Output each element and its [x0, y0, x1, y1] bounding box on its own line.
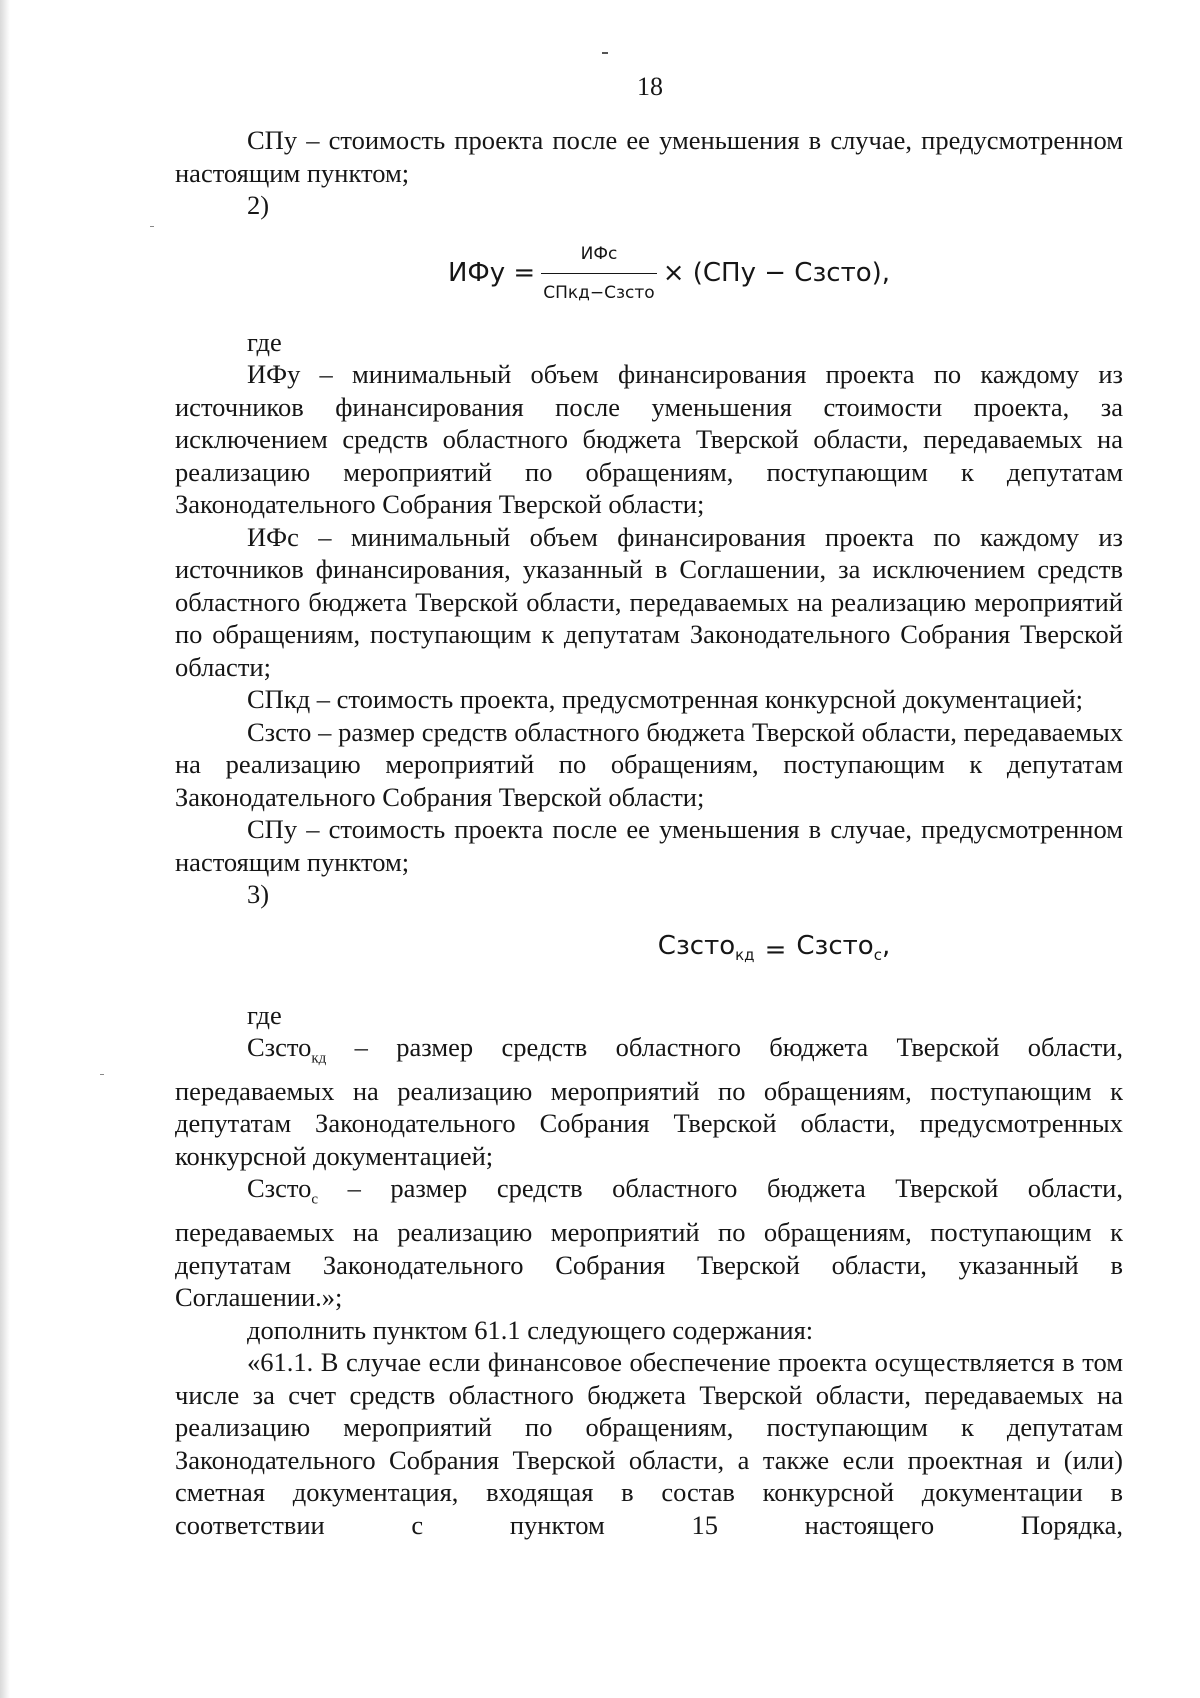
where-label: где	[247, 999, 282, 1030]
formula-szsto	[425, 911, 1123, 991]
formula-lhs: ИФу =	[447, 258, 536, 289]
definition-szsto-s: Сзсто$_с$ – размер средств областного бюджета Тверской области, передаваемых на реализацию мероприятий по обращениям, поступающим к депутатам Законодательного Собрания Тверской области, указанный в Соглашении.»;	[175, 1173, 1123, 1313]
fraction-denominator: СПкд−Сзсто	[541, 273, 656, 310]
paragraph: дополнить пунктом 61.1 следующего содержания:	[247, 1314, 814, 1345]
document-body	[175, 124, 1123, 1541]
definition-szsto: Сзсто – размер средств областного бюджета Тверской области, передаваемых на реализацию мероприятий по обращениям, поступающим к депутатам Законодательного Собрания Тверской области;	[175, 716, 1123, 812]
paragraph-61-1: «61.1. В случае если финансовое обеспечение проекта осуществляется в том числе за счет средств областного бюджета Тверской области, передаваемых на реализацию мероприятий по обращениям, поступающим к депутатам Законодательного Собрания Тверской области, а также если проектная и (или) сметная документация, входящая в состав конкурсной документации в соответствии с пунктом 15 настоящего Порядка,	[175, 1347, 1123, 1540]
formula-fraction	[541, 238, 656, 310]
scan-speck	[100, 1074, 104, 1075]
page-number: 18	[637, 72, 663, 101]
paragraph: СПу – стоимость проекта после ее уменьшения в случае, предусмотренном настоящим пунктом;	[175, 125, 1123, 188]
formula-ifu	[215, 230, 1123, 318]
formula-lhs: Сзсто$_{кд}$	[657, 930, 755, 964]
list-number: 2)	[247, 190, 270, 220]
definition-ifs: ИФс – минимальный объем финансирования проекта по каждому из источников финансирования, указанный в Соглашении, за исключением средств областного бюджета Тверской области, передаваемых на реализацию мероприятий по обращениям, поступающим к депутатам Законодательного Собрания Тверской области;	[175, 521, 1123, 682]
definition-spkd: СПкд – стоимость проекта, предусмотренная конкурсной документацией;	[247, 684, 1084, 714]
list-number: 3)	[247, 879, 270, 909]
fraction-numerator: ИФс	[580, 243, 618, 264]
formula-rhs: × (СПу − Сзсто),	[662, 258, 891, 289]
definition-ifu: ИФу – минимальный объем финансирования проекта по каждому из источников финансирования после уменьшения стоимости проекта, за исключением средств областного бюджета Тверской области, передаваемых на реализацию мероприятий по обращениям, поступающим к депутатам Законодательного Собрания Тверской области;	[175, 359, 1123, 519]
definition-szsto-kd: Сзсто$_{кд}$ – размер средств областного бюджета Тверской области, передаваемых на реализацию мероприятий по обращениям, поступающим к депутатам Законодательного Собрания Тверской области, предусмотренных конкурсной документацией;	[175, 1032, 1123, 1171]
scan-speck	[150, 226, 154, 227]
formula-rhs: Сзсто$_с$,	[796, 930, 891, 964]
definition-spu: СПу – стоимость проекта после ее уменьшения в случае, предусмотренном настоящим пунктом;	[175, 814, 1123, 877]
where-label: где	[247, 326, 282, 357]
formula-equals: =	[764, 935, 787, 966]
scan-edge-shadow	[0, 0, 10, 1698]
scan-speck	[602, 52, 608, 54]
